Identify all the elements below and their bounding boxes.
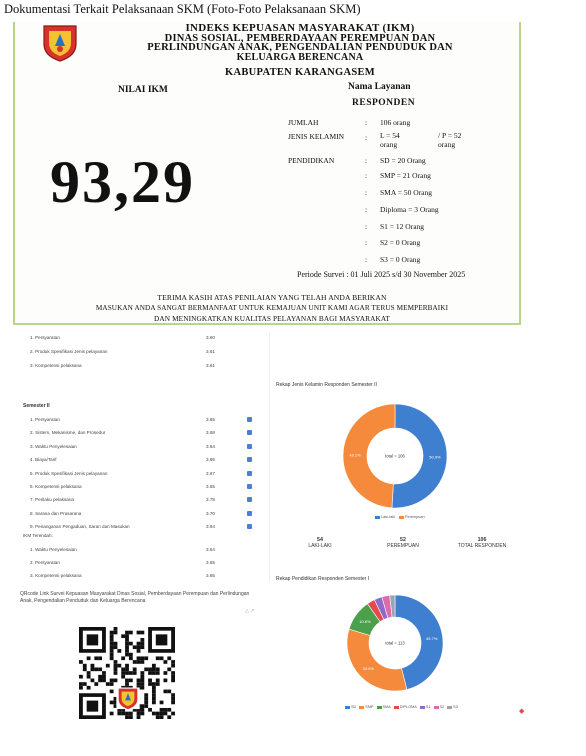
indicator-row-value: 3.61	[206, 349, 215, 354]
indicator-row-value: 3.78	[206, 497, 215, 503]
indicator-row-label: 3. Kompetensi pelaksana	[30, 573, 82, 578]
legend-swatch	[434, 706, 439, 709]
colon: :	[365, 156, 368, 165]
jk-perempuan: / P = 52	[438, 131, 462, 140]
heading-line2: DINAS SOSIAL, PEMBERDAYAAN PEREMPUAN DAN	[164, 33, 436, 44]
indicator-row-value: 3.65	[206, 484, 215, 489]
pendidikan-s2: S2 = 0 Orang	[380, 238, 421, 247]
indicator-row-label: 7. Perilaku pelaksana	[30, 497, 74, 503]
karangasem-logo	[36, 22, 84, 62]
legend-swatch	[345, 706, 350, 709]
slice-label: 33.6%	[362, 666, 374, 672]
pendidikan-s1: S1 = 12 Orang	[380, 222, 425, 231]
indicator-row-value: 3.68	[206, 430, 215, 436]
indicator-row-label: 1. Waktu Penyelesaian	[30, 547, 77, 552]
heading-line1: INDEKS KEPUASAN MASYARAKAT (IKM)	[185, 22, 415, 34]
stat-laki-value: 54	[317, 537, 323, 543]
jk-perempuan-unit: orang	[438, 140, 456, 149]
legend-item: SD	[351, 705, 357, 709]
colon: :	[365, 118, 368, 127]
colon: :	[365, 222, 368, 231]
qr-caption: QRcode Link Survei Kepuasan Masyarakat Dinas Sosial, Pemberdayaan Perempuan dan Perlindungan Anak, Pengendalian Penduduk dan Keluarga Berencana	[20, 591, 250, 604]
legend-item: SMA	[382, 705, 391, 709]
indicator-row-value: 3.70	[206, 510, 215, 516]
stat-total-label: TOTAL RESPONDEN	[457, 543, 507, 549]
detail-icon[interactable]	[247, 497, 252, 502]
gender-donut	[340, 376, 450, 510]
colon: :	[365, 238, 368, 247]
indicator-row-label: 8. Sarana dan Prasarana	[30, 510, 82, 516]
jumlah-value: 106 orang	[380, 118, 411, 127]
indicator-row-value: 3.67	[206, 470, 215, 476]
jk-laki: L = 54	[380, 131, 400, 140]
colon: :	[365, 171, 368, 180]
indicator-row-label: 3. Waktu Penyelesaian	[30, 443, 77, 449]
legend-swatch	[447, 706, 452, 709]
periode-survei: Periode Survei : 01 Juli 2025 s/d 30 November 2025	[297, 270, 466, 279]
nilai-ikm-value: 93,29	[50, 149, 195, 215]
legend-item: DIPLOMA	[399, 705, 417, 709]
slice-label: 50.9%	[429, 454, 441, 460]
heading-line3: PERLINDUNGAN ANAK, PENGENDALIAN PENDUDUK DAN	[147, 42, 453, 53]
gender-legend	[372, 515, 425, 519]
slice-smp[interactable]	[347, 629, 407, 691]
indicator-row-label: 3. Kompetensi pelaksana	[30, 363, 82, 368]
heading-line5: KABUPATEN KARANGASEM	[225, 67, 375, 78]
layanan-label: Nama Layanan	[348, 82, 411, 92]
donut-center-label: total = 106	[385, 453, 405, 459]
jk-laki-unit: orang	[380, 140, 398, 149]
document-title: Dokumentasi Terkait Pelaksanaan SKM (Foto-Foto Pelaksanaan SKM)	[4, 2, 361, 16]
legend-swatch	[377, 706, 382, 709]
legend-swatch	[399, 516, 404, 519]
legend-item: S2	[439, 705, 445, 709]
legend-item: S3	[453, 705, 458, 709]
indicator-row-label: 6. Kompetensi pelaksana	[30, 484, 82, 489]
indicator-row-label: 1. Persyaratan	[30, 335, 60, 340]
donut-center-label: total = 113	[385, 640, 405, 646]
stat-total-value: 106	[477, 537, 487, 543]
colon: :	[365, 255, 368, 264]
heading-line4: KELUARGA BERENCANA	[236, 52, 364, 63]
indicator-row-label: 9. Penanganan Pengaduan, Saran dan Masukan	[30, 524, 130, 530]
pendidikan-sma: SMA = 50 Orang	[380, 188, 432, 197]
legend-swatch	[375, 516, 380, 519]
nilai-ikm-label: NILAI IKM	[118, 85, 168, 95]
education-legend	[342, 705, 458, 709]
stat-perempuan-value: 52	[400, 537, 406, 543]
indicator-row-value: 3.61	[206, 363, 215, 368]
detail-icon[interactable]	[247, 457, 252, 462]
indicator-row-label: 4. Biaya/Tarif	[30, 457, 57, 463]
indicator-row-value: 3.64	[206, 547, 215, 552]
pendidikan-label: PENDIDIKAN	[288, 156, 335, 165]
legend-swatch	[394, 706, 399, 709]
indicator-row-value: 3.65	[206, 560, 215, 565]
stat-laki-label: LAKI-LAKI	[308, 543, 332, 549]
detail-icon[interactable]	[247, 511, 252, 516]
indicator-row-label: 1. Persyaratan	[30, 417, 60, 422]
legend-swatch	[359, 706, 364, 709]
indicator-row-value: 3.95	[206, 457, 215, 463]
education-donut	[340, 590, 450, 696]
stat-total	[452, 537, 512, 549]
indicator-row-label: 2. Sistem, Mekanisme, dan Prosedur	[30, 430, 106, 436]
detail-icon[interactable]	[247, 417, 252, 422]
detail-icon[interactable]	[247, 444, 252, 449]
responden-label: RESPONDEN	[352, 98, 416, 108]
lowest-heading: IKM Terendah:	[23, 533, 53, 538]
legend-item: SMP	[365, 705, 374, 709]
scroll-marker-icon: ◆	[519, 708, 525, 715]
colon: :	[365, 188, 368, 197]
semester-heading: Semester II	[23, 403, 50, 409]
indicator-row-label: 5. Produk Spesifikasi Jenis pelayanan	[30, 470, 108, 476]
slice-label: 49.1%	[349, 452, 361, 458]
thanks-line1: TERIMA KASIH ATAS PENILAIAN YANG TELAH ANDA BERIKAN	[157, 293, 387, 302]
pendidikan-s3: S3 = 0 Orang	[380, 255, 421, 264]
indicator-row-label: 2. Persyaratan	[30, 560, 60, 565]
colon: :	[365, 133, 368, 142]
expand-icon[interactable]: △ ↗	[245, 608, 255, 614]
indicator-row-label: 2. Produk Spesifikasi Jenis pelayanan	[30, 349, 108, 354]
legend-item: S1	[425, 705, 431, 709]
gender-chart-title: Rekap Jenis Kelamin Responden Semester II	[276, 382, 377, 388]
stat-perempuan-label: PEREMPUAN	[387, 543, 419, 549]
jenis-kelamin-label: JENIS KELAMIN	[288, 132, 345, 141]
thanks-line3: DAN MENINGKATKAN KUALITAS PELAYANAN BAGI MASYARAKAT	[154, 314, 390, 323]
detail-icon[interactable]	[247, 471, 252, 476]
thanks-line2: MASUKAN ANDA SANGAT BERMANFAAT UNTUK KEMAJUAN UNIT KAMI AGAR TERUS MEMPERBAIKI	[95, 304, 449, 312]
indicator-row-value: 3.65	[206, 573, 215, 578]
qr-center-logo	[114, 681, 142, 715]
jumlah-label: JUMLAH	[288, 118, 319, 127]
detail-icon[interactable]	[247, 430, 252, 435]
detail-icon[interactable]	[247, 524, 252, 529]
pendidikan-diploma: Diploma = 3 Orang	[380, 205, 439, 214]
indicator-row-value: 3.64	[206, 443, 215, 449]
slice-label: 10.6%	[359, 618, 371, 624]
indicator-row-value: 3.60	[206, 335, 215, 340]
pendidikan-smp: SMP = 21 Orang	[380, 171, 431, 180]
legend-laki: Laki-laki	[381, 515, 395, 519]
legend-perempuan: Perempuan	[405, 515, 425, 519]
legend-swatch	[420, 706, 425, 709]
slice-label: 45.7%	[426, 635, 438, 641]
detail-icon[interactable]	[247, 484, 252, 489]
indicator-row-value: 3.94	[206, 524, 215, 530]
stat-laki	[300, 537, 340, 549]
colon: :	[365, 205, 368, 214]
education-chart-title: Rekap Pendidikan Responden Semester I	[276, 576, 370, 582]
pendidikan-sd: SD = 20 Orang	[380, 156, 426, 165]
indicator-row-value: 3.65	[206, 417, 215, 422]
stat-perempuan	[378, 537, 428, 549]
